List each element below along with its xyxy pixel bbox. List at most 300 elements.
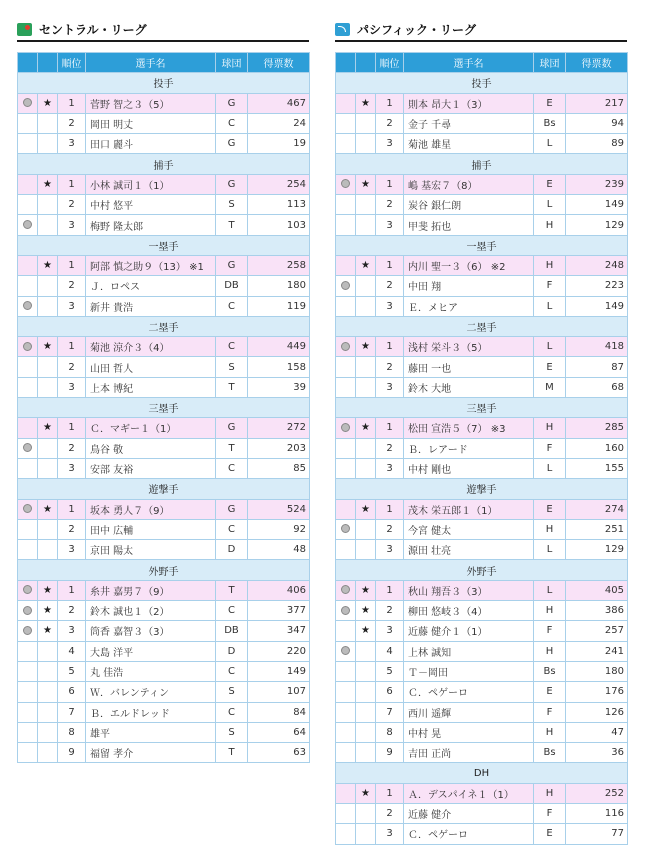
central-league-panel [17,18,309,763]
gold-glove-cell [336,499,356,519]
rank-cell: 4 [58,641,86,661]
position-label: 外野手 [18,560,310,580]
position-label: 三塁手 [336,398,628,418]
votes-cell: 84 [248,702,310,722]
rank-cell: 1 [376,174,404,194]
player-name-cell: 中村 晃 [404,722,534,742]
player-name-cell: 炭谷 銀仁朗 [404,195,534,215]
best-nine-cell [356,499,376,519]
star-icon: ★ [43,341,52,353]
best-nine-cell [356,93,376,113]
star-icon: ★ [43,422,52,434]
gold-glove-cell [18,519,38,539]
team-cell: G [216,174,248,194]
team-cell: L [534,540,566,560]
position-section-row [18,235,310,255]
votes-cell: 36 [566,743,628,763]
best-nine-cell [38,519,58,539]
table-row [336,722,628,742]
table-row [18,276,310,296]
table-row [336,743,628,763]
rank-cell: 3 [376,824,404,844]
votes-cell: 220 [248,641,310,661]
team-cell: H [534,255,566,275]
table-row [336,93,628,113]
team-cell: E [534,93,566,113]
rank-cell: 3 [58,377,86,397]
gold-glove-cell [336,276,356,296]
team-cell: S [216,195,248,215]
team-cell: L [534,580,566,600]
votes-cell: 149 [248,661,310,681]
player-name-cell: 今宮 健太 [404,519,534,539]
rank-cell: 2 [58,601,86,621]
pacific-league-title: パシフィック・リーグ [357,22,477,37]
votes-cell: 129 [566,215,628,235]
gold-glove-cell [336,803,356,823]
team-cell: T [216,438,248,458]
best-nine-cell [356,743,376,763]
player-name-cell: 菊池 涼介３（4） [86,337,216,357]
position-section-row [18,316,310,336]
team-cell: L [534,337,566,357]
table-row [336,702,628,722]
votes-cell: 176 [566,682,628,702]
votes-cell: 113 [248,195,310,215]
votes-cell: 257 [566,621,628,641]
gold-glove-cell [336,540,356,560]
player-name-cell: 柳田 悠岐３（4） [404,601,534,621]
col-header-player: 選手名 [404,53,534,73]
star-icon: ★ [43,178,52,190]
star-icon: ★ [361,260,370,272]
central-league-header [17,18,309,42]
gold-glove-cell [336,357,356,377]
gold-glove-icon [23,301,32,310]
votes-cell: 252 [566,783,628,803]
player-name-cell: 田中 広輔 [86,519,216,539]
team-cell: C [216,519,248,539]
gold-glove-cell [336,215,356,235]
position-label: 捕手 [18,154,310,174]
table-row [18,601,310,621]
table-row [18,702,310,722]
table-row [336,377,628,397]
rank-cell: 1 [58,580,86,600]
table-row [336,519,628,539]
position-section-row [336,560,628,580]
col-header-rank: 順位 [376,53,404,73]
gold-glove-cell [18,601,38,621]
best-nine-cell [356,682,376,702]
best-nine-cell [356,519,376,539]
table-row [18,418,310,438]
votes-cell: 47 [566,722,628,742]
votes-cell: 180 [566,661,628,681]
team-cell: E [534,357,566,377]
rank-cell: 3 [58,621,86,641]
votes-cell: 467 [248,93,310,113]
table-row [18,438,310,458]
rank-cell: 3 [376,621,404,641]
position-label: 外野手 [336,560,628,580]
table-header-row [336,53,628,73]
rank-cell: 7 [58,702,86,722]
star-icon: ★ [361,787,370,799]
position-label: 二塁手 [18,316,310,336]
rank-cell: 2 [58,438,86,458]
best-nine-cell [38,438,58,458]
col-header-team: 球団 [216,53,248,73]
votes-cell: 116 [566,803,628,823]
best-nine-cell [38,702,58,722]
votes-cell: 377 [248,601,310,621]
votes-cell: 85 [248,458,310,478]
best-nine-cell [356,540,376,560]
best-nine-cell [38,641,58,661]
central-league-logo-icon [17,23,32,36]
table-row [18,215,310,235]
votes-cell: 155 [566,458,628,478]
team-cell: F [534,702,566,722]
gold-glove-cell [336,743,356,763]
table-row [336,824,628,844]
best-nine-cell [356,803,376,823]
star-icon: ★ [43,503,52,515]
rank-cell: 1 [376,255,404,275]
votes-cell: 119 [248,296,310,316]
table-row [336,357,628,377]
rank-cell: 4 [376,641,404,661]
player-name-cell: 源田 壮亮 [404,540,534,560]
votes-cell: 217 [566,93,628,113]
rank-cell: 1 [58,255,86,275]
star-icon: ★ [361,584,370,596]
rank-cell: 3 [58,296,86,316]
best-nine-cell [38,722,58,742]
best-nine-cell [356,783,376,803]
team-cell: H [534,641,566,661]
player-name-cell: 坂本 勇人７（9） [86,499,216,519]
gold-glove-icon [341,423,350,432]
table-row [18,682,310,702]
player-name-cell: Ｅ．メヒア [404,296,534,316]
best-nine-cell [38,337,58,357]
best-nine-cell [356,580,376,600]
best-nine-cell [38,113,58,133]
votes-cell: 68 [566,377,628,397]
rank-cell: 6 [376,682,404,702]
star-icon: ★ [361,605,370,617]
table-row [18,296,310,316]
best-nine-cell [356,418,376,438]
gold-glove-icon [341,281,350,290]
player-name-cell: 吉田 正尚 [404,743,534,763]
gold-glove-icon [23,504,32,513]
best-nine-cell [356,661,376,681]
position-section-row [336,479,628,499]
player-name-cell: 糸井 嘉男７（9） [86,580,216,600]
player-name-cell: Ｂ．エルドレッド [86,702,216,722]
position-section-row [18,560,310,580]
gold-glove-cell [18,438,38,458]
team-cell: F [534,438,566,458]
position-label: 遊撃手 [18,479,310,499]
rank-cell: 1 [58,499,86,519]
player-name-cell: 西川 遥輝 [404,702,534,722]
table-row [18,621,310,641]
position-label: DH [336,763,628,783]
gold-glove-cell [18,641,38,661]
rank-cell: 1 [58,174,86,194]
player-name-cell: 甲斐 拓也 [404,215,534,235]
votes-cell: 203 [248,438,310,458]
rank-cell: 1 [376,418,404,438]
central-league-title: セントラル・リーグ [39,22,147,37]
gold-glove-cell [18,621,38,641]
votes-cell: 405 [566,580,628,600]
position-section-row [18,479,310,499]
best-nine-cell [356,377,376,397]
votes-cell: 89 [566,134,628,154]
best-nine-cell [356,357,376,377]
player-name-cell: Ｗ．バレンティン [86,682,216,702]
player-name-cell: 中村 悠平 [86,195,216,215]
team-cell: F [534,621,566,641]
table-row [18,174,310,194]
best-nine-cell [38,580,58,600]
star-icon: ★ [361,178,370,190]
best-nine-cell [356,621,376,641]
votes-cell: 77 [566,824,628,844]
gold-glove-cell [18,418,38,438]
gold-glove-cell [336,377,356,397]
votes-cell: 239 [566,174,628,194]
team-cell: C [216,337,248,357]
votes-cell: 87 [566,357,628,377]
best-nine-cell [356,337,376,357]
star-icon: ★ [361,503,370,515]
best-nine-cell [38,621,58,641]
team-cell: F [534,803,566,823]
gold-glove-icon [23,585,32,594]
position-label: 投手 [336,73,628,93]
votes-cell: 149 [566,296,628,316]
team-cell: G [216,134,248,154]
player-name-cell: Ｔ－岡田 [404,661,534,681]
rank-cell: 1 [58,93,86,113]
player-name-cell: 上林 誠知 [404,641,534,661]
table-row [336,641,628,661]
votes-cell: 160 [566,438,628,458]
gold-glove-icon [23,342,32,351]
player-name-cell: 嶋 基宏７（8） [404,174,534,194]
table-row [336,621,628,641]
team-cell: C [216,458,248,478]
votes-cell: 258 [248,255,310,275]
table-row [336,580,628,600]
table-row [336,458,628,478]
gold-glove-cell [336,438,356,458]
best-nine-cell [38,418,58,438]
player-name-cell: 松田 宣浩５（7） ※3 [404,418,534,438]
best-nine-cell [38,296,58,316]
player-name-cell: 近藤 健介 [404,803,534,823]
table-row [18,134,310,154]
gold-glove-cell [18,276,38,296]
player-name-cell: 中村 剛也 [404,458,534,478]
votes-cell: 449 [248,337,310,357]
star-icon: ★ [43,605,52,617]
gold-glove-cell [336,255,356,275]
rank-cell: 2 [376,276,404,296]
gold-glove-cell [18,113,38,133]
table-row [336,499,628,519]
star-icon: ★ [361,341,370,353]
star-icon: ★ [361,422,370,434]
best-nine-cell [38,174,58,194]
rank-cell: 1 [376,580,404,600]
gold-glove-cell [336,458,356,478]
best-nine-cell [38,195,58,215]
table-row [18,722,310,742]
player-name-cell: 菊池 雄星 [404,134,534,154]
gold-glove-cell [336,601,356,621]
gold-glove-cell [18,682,38,702]
player-name-cell: 京田 陽太 [86,540,216,560]
team-cell: G [216,93,248,113]
best-nine-cell [38,661,58,681]
votes-cell: 241 [566,641,628,661]
gold-glove-cell [18,357,38,377]
player-name-cell: 福留 孝介 [86,743,216,763]
best-nine-cell [356,438,376,458]
gold-glove-cell [336,93,356,113]
col-header-gold-glove [336,53,356,73]
gold-glove-cell [18,540,38,560]
best-nine-cell [356,174,376,194]
rank-cell: 3 [376,215,404,235]
rank-cell: 2 [376,113,404,133]
team-cell: D [216,540,248,560]
col-header-votes: 得票数 [566,53,628,73]
position-section-row [336,154,628,174]
team-cell: G [216,499,248,519]
star-icon: ★ [361,625,370,637]
best-nine-cell [356,134,376,154]
best-nine-cell [38,743,58,763]
star-icon: ★ [43,97,52,109]
team-cell: E [534,174,566,194]
best-nine-cell [356,113,376,133]
best-nine-cell [356,195,376,215]
votes-cell: 92 [248,519,310,539]
rank-cell: 8 [376,722,404,742]
player-name-cell: 岡田 明丈 [86,113,216,133]
position-label: 二塁手 [336,316,628,336]
team-cell: S [216,682,248,702]
team-cell: C [216,113,248,133]
team-cell: Bs [534,743,566,763]
votes-cell: 94 [566,113,628,133]
rank-cell: 2 [376,803,404,823]
best-nine-cell [38,540,58,560]
col-header-votes: 得票数 [248,53,310,73]
player-name-cell: 中田 翔 [404,276,534,296]
rank-cell: 3 [376,377,404,397]
best-nine-cell [356,722,376,742]
player-name-cell: Ｃ．ペゲーロ [404,682,534,702]
table-row [336,134,628,154]
team-cell: H [534,601,566,621]
gold-glove-cell [336,682,356,702]
gold-glove-cell [18,174,38,194]
player-name-cell: 鈴木 誠也１（2） [86,601,216,621]
gold-glove-cell [336,621,356,641]
best-nine-cell [38,601,58,621]
position-section-row [18,154,310,174]
team-cell: H [534,722,566,742]
player-name-cell: 上本 博紀 [86,377,216,397]
votes-cell: 274 [566,499,628,519]
player-name-cell: 田口 麗斗 [86,134,216,154]
gold-glove-icon [341,524,350,533]
best-nine-cell [38,357,58,377]
gold-glove-cell [336,641,356,661]
best-nine-cell [356,276,376,296]
player-name-cell: Ａ．デスパイネ１（1） [404,783,534,803]
votes-cell: 24 [248,113,310,133]
team-cell: D [216,641,248,661]
votes-cell: 180 [248,276,310,296]
rank-cell: 2 [376,357,404,377]
rank-cell: 5 [58,661,86,681]
votes-cell: 347 [248,621,310,641]
votes-cell: 48 [248,540,310,560]
star-icon: ★ [43,584,52,596]
rank-cell: 1 [376,93,404,113]
gold-glove-cell [18,195,38,215]
rank-cell: 2 [376,601,404,621]
votes-cell: 126 [566,702,628,722]
rank-cell: 3 [58,134,86,154]
gold-glove-cell [336,661,356,681]
gold-glove-cell [18,702,38,722]
player-name-cell: 大島 洋平 [86,641,216,661]
gold-glove-cell [336,337,356,357]
best-nine-cell [356,215,376,235]
rank-cell: 2 [376,195,404,215]
team-cell: DB [216,276,248,296]
team-cell: E [534,682,566,702]
gold-glove-cell [18,215,38,235]
best-nine-cell [38,458,58,478]
rank-cell: 5 [376,661,404,681]
rank-cell: 3 [58,458,86,478]
table-row [336,113,628,133]
votes-cell: 39 [248,377,310,397]
votes-cell: 158 [248,357,310,377]
player-name-cell: 内川 聖一３（6） ※2 [404,255,534,275]
team-cell: Bs [534,113,566,133]
votes-cell: 524 [248,499,310,519]
team-cell: H [534,783,566,803]
gold-glove-cell [336,722,356,742]
player-name-cell: 茂木 栄五郎１（1） [404,499,534,519]
player-name-cell: 浅村 栄斗３（5） [404,337,534,357]
star-icon: ★ [361,97,370,109]
col-header-gold-glove [18,53,38,73]
